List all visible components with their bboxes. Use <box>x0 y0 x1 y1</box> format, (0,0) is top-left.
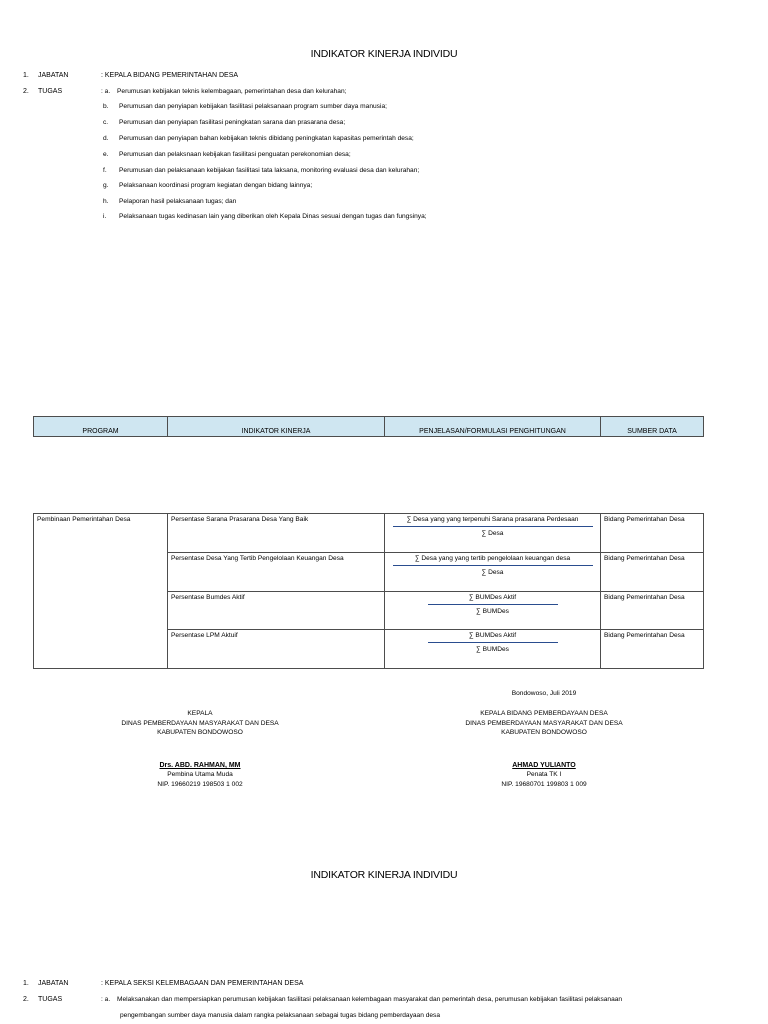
tugas-item: h. Pelaporan hasil pelaksanaan tugas; dan <box>103 198 237 205</box>
formula-cell <box>385 630 601 669</box>
signature-right <box>394 709 694 790</box>
page-title-2: INDIKATOR KINERJA INDIVIDU <box>310 869 458 881</box>
signer-left-line1: KEPALA <box>187 710 213 717</box>
tugas-item: : a. Melaksanakan dan mempersiapkan perumusan kebijakan fasilitasi pelaksanaan kelembagaan masyarakat dan pemerintah desa, perumusan kebijakan fasilitasi pelaksanaan <box>101 996 623 1003</box>
sumber-cell: Bidang Pemerintahan Desa <box>601 630 704 669</box>
indikator-cell: Persentase Sarana Prasarana Desa Yang Baik <box>168 514 385 553</box>
formula-numerator: ∑ Desa yang yang terpenuhi Sarana prasarana Perdesaan <box>393 516 593 527</box>
tugas-item: b. Perumusan dan penyiapan kebijakan fasilitasi pelaksanaan program sumber daya manusia; <box>103 103 387 110</box>
jabatan-number: 1. <box>23 980 29 987</box>
tugas-item: c. Perumusan dan penyiapan fasilitasi peningkatan sarana dan prasarana desa; <box>103 119 346 126</box>
signer-left-rank: Pembina Utama Muda <box>167 771 233 779</box>
signer-right-nip: NIP. 19680701 199803 1 009 <box>501 780 587 788</box>
formula-denominator: ∑ Desa <box>481 530 504 537</box>
header-sumber: SUMBER DATA <box>601 417 704 437</box>
jabatan-label: JABATAN <box>38 72 69 79</box>
header-penjelasan: PENJELASAN/FORMULASI PENGHITUNGAN <box>385 417 601 437</box>
formula-denominator: ∑ BUMDes <box>476 646 509 654</box>
jabatan-number: 1. <box>23 72 29 79</box>
sumber-cell: Bidang Pemerintahan Desa <box>601 591 704 630</box>
formula-numerator: ∑ Desa yang yang tertib pengelolaan keuangan desa <box>393 555 593 566</box>
tugas-item: i. Pelaksanaan tugas kedinasan lain yang diberikan oleh Kepala Dinas sesuai dengan tugas dan fungsinya; <box>103 213 427 220</box>
signer-right-line3: KABUPATEN BONDOWOSO <box>501 729 587 737</box>
signer-left-nip: NIP. 19660219 198503 1 002 <box>157 780 243 788</box>
place-date: Bondowoso, Juli 2019 <box>511 690 577 697</box>
indicator-table <box>33 513 704 669</box>
table-row <box>34 514 704 553</box>
tugas-number: 2. <box>23 88 29 95</box>
formula-denominator: ∑ Desa <box>481 568 504 576</box>
formula-numerator: ∑ BUMDes Aktif <box>428 594 558 605</box>
tugas-item: : a. Perumusan kebijakan teknis kelembagaan, pemerintahan desa dan kelurahan; <box>101 88 347 95</box>
jabatan-value: : KEPALA BIDANG PEMERINTAHAN DESA <box>101 72 239 79</box>
formula-cell <box>385 591 601 630</box>
indikator-cell: Persentase Desa Yang Tertib Pengelolaan Keuangan Desa <box>168 552 385 591</box>
signer-right-line2: DINAS PEMBERDAYAAN MASYARAKAT DAN DESA <box>465 719 623 727</box>
formula-cell <box>385 514 601 553</box>
tugas-item: g. Pelaksanaan koordinasi program kegiatan dengan bidang lainnya; <box>103 182 313 189</box>
sumber-cell: Bidang Pemerintahan Desa <box>601 552 704 591</box>
jabatan-label: JABATAN <box>38 980 69 987</box>
program-cell: Pembinaan Pemerintahan Desa <box>34 514 168 669</box>
header-program: PROGRAM <box>34 417 168 437</box>
tugas-number: 2. <box>23 996 29 1003</box>
indicator-table-header <box>33 416 704 437</box>
indikator-cell: Persentase LPM Aktuif <box>168 630 385 669</box>
indikator-cell: Persentase Bumdes Aktif <box>168 591 385 630</box>
signer-left-line2: DINAS PEMBERDAYAAN MASYARAKAT DAN DESA <box>121 719 279 727</box>
formula-numerator: ∑ BUMDes Aktif <box>428 632 558 643</box>
signer-left-line3: KABUPATEN BONDOWOSO <box>157 729 243 737</box>
signature-left <box>50 709 350 790</box>
signer-right-name: AHMAD YULIANTO <box>512 761 576 769</box>
page-title: INDIKATOR KINERJA INDIVIDU <box>310 48 458 60</box>
tugas-item: e. Perumusan dan pelaksnaan kebijakan fasilitasi penguatan perekonomian desa; <box>103 151 351 158</box>
sumber-cell: Bidang Pemerintahan Desa <box>601 514 704 553</box>
signer-left-name: Drs. ABD. RAHMAN, MM <box>159 761 241 769</box>
formula-denominator: ∑ BUMDes <box>476 607 509 615</box>
formula-cell <box>385 552 601 591</box>
jabatan-value: : KEPALA SEKSI KELEMBAGAAN DAN PEMERINTAHAN DESA <box>101 980 304 987</box>
tugas-item: f. Perumusan dan pelaksanaan kebijakan fasilitasi tata laksana, monitoring evaluasi desa dan kelurahan; <box>103 167 420 174</box>
tugas-item-continuation: pengembangan sumber daya manusia dalam rangka pelaksanaan sebagai tugas bidang pemberdayaan desa <box>120 1012 441 1019</box>
signer-right-rank: Penata TK I <box>526 771 562 779</box>
tugas-label: TUGAS <box>38 88 63 95</box>
tugas-item: d. Perumusan dan penyiapan bahan kebijakan teknis dibidang peningkatan kapasitas pemerintah desa; <box>103 135 414 142</box>
header-indikator: INDIKATOR KINERJA <box>168 417 385 437</box>
signer-right-line1: KEPALA BIDANG PEMBERDAYAAN DESA <box>480 710 608 717</box>
tugas-label: TUGAS <box>38 996 63 1003</box>
